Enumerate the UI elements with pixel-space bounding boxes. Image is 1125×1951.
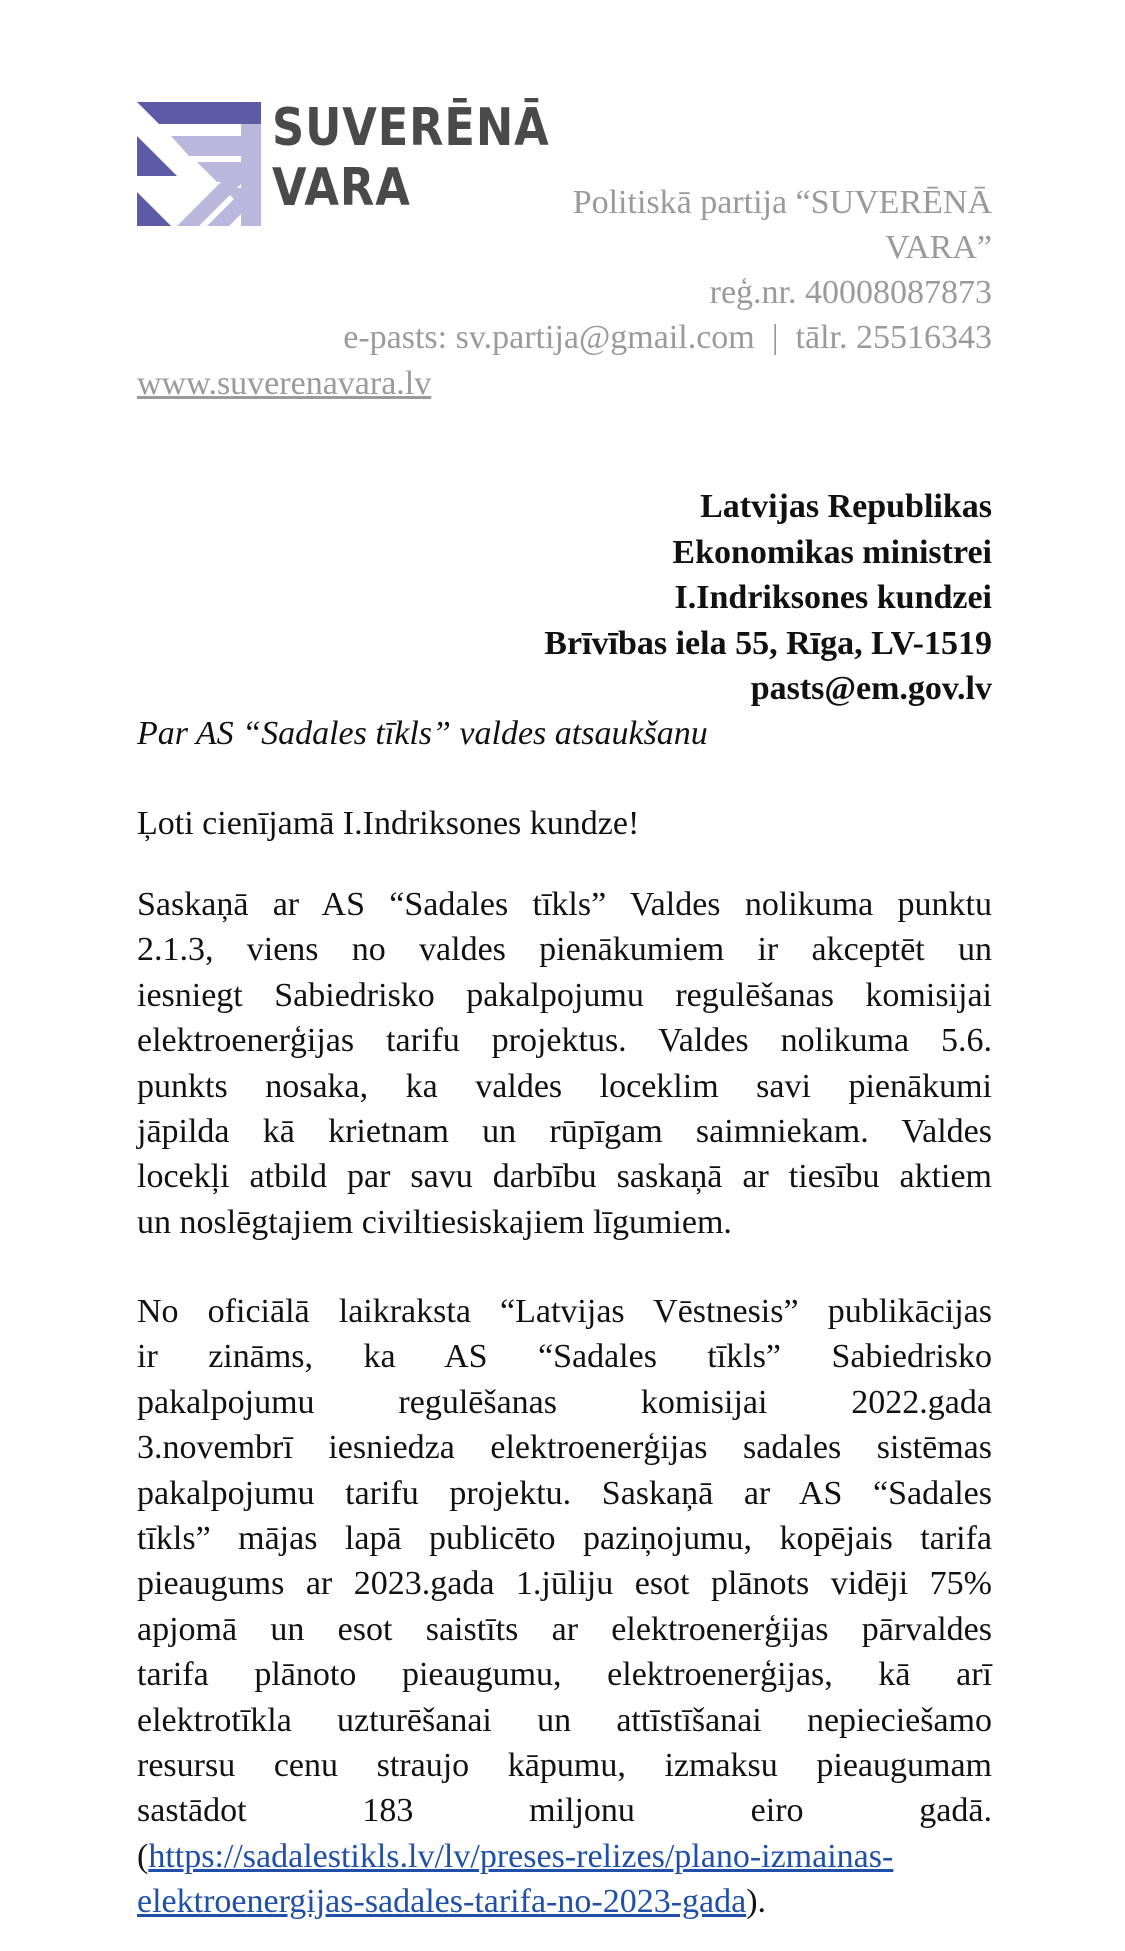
paragraph-2 xyxy=(137,1289,992,1924)
paragraph-line: 3.novembrī iesniedza elektroenerģijas sadales sistēmas xyxy=(137,1429,992,1467)
paragraph-line: resursu cenu straujo kāpumu, izmaksu pieaugumam xyxy=(137,1746,992,1784)
party-name-line-2: VARA” xyxy=(884,229,992,266)
addressee-email: pasts@em.gov.lv xyxy=(750,670,992,707)
link-line-1 xyxy=(137,1834,992,1879)
link-line-2 xyxy=(137,1879,992,1924)
paragraph-line: locekļi atbild par savu darbību saskaņā ar tiesību aktiem xyxy=(137,1158,992,1196)
paragraph-line: ir zināms, ka AS “Sadales tīkls” Sabiedrisko xyxy=(137,1338,992,1376)
logo-line-2: VARA xyxy=(272,158,411,218)
paragraph-line: sastādot 183 miljonu eiro gadā. xyxy=(137,1792,992,1830)
party-logo-icon xyxy=(137,102,261,226)
paragraph-line: pakalpojumu tarifu projektu. Saskaņā ar AS “Sadales xyxy=(137,1474,992,1512)
paragraph-line: No oficiālā laikraksta “Latvijas Vēstnesis” publikācijas xyxy=(137,1293,992,1330)
addressee-line-2: Ekonomikas ministrei xyxy=(672,533,992,571)
link-open-paren: ( xyxy=(137,1837,149,1875)
party-contacts: e-pasts: sv.partija@gmail.com | tālr. 25516343 xyxy=(343,319,992,356)
addressee-line-3: I.Indriksones kundzei xyxy=(674,579,992,616)
paragraph-1 xyxy=(137,882,992,1245)
paragraph-line: pakalpojumu regulēšanas komisijai 2022.gada xyxy=(137,1383,992,1421)
addressee-line-1: Latvijas Republikas xyxy=(700,488,992,525)
source-link-part-1[interactable]: https://sadalestikls.lv/lv/preses-relizes/plano-izmainas- xyxy=(148,1837,894,1875)
letter-salutation: Ļoti cienījamā I.Indriksones kundze! xyxy=(137,805,640,842)
link-close-paren: ). xyxy=(746,1883,767,1921)
paragraph-line: un noslēgtajiem civiltiesiskajiem līgumiem. xyxy=(137,1203,732,1241)
registration-number: reģ.nr. 40008087873 xyxy=(709,274,992,311)
paragraph-line: punkts nosaka, ka valdes loceklim savi pienākumi xyxy=(137,1067,992,1105)
letter-subject: Par AS “Sadales tīkls” valdes atsaukšanu xyxy=(137,715,708,752)
paragraph-line: iesniegt Sabiedrisko pakalpojumu regulēšanas komisijai xyxy=(137,976,992,1014)
paragraph-line: tarifa plānoto pieaugumu, elektroenerģijas, kā arī xyxy=(137,1656,992,1694)
source-link-part-2[interactable]: elektroenergijas-sadales-tarifa-no-2023-gada xyxy=(137,1883,747,1921)
addressee-line-4: Brīvības iela 55, Rīga, LV-1519 xyxy=(544,624,992,662)
party-website-link[interactable]: www.suverenavara.lv xyxy=(137,365,432,402)
party-name-line-1: Politiskā partija “SUVERĒNĀ xyxy=(572,184,992,221)
addressee-block xyxy=(192,484,992,712)
paragraph-line: jāpilda kā krietnam un rūpīgam saimniekam. Valdes xyxy=(137,1112,992,1150)
paragraph-line: tīkls” mājas lapā publicēto paziņojumu, kopējais tarifa xyxy=(137,1519,992,1557)
paragraph-line: Saskaņā ar AS “Sadales tīkls” Valdes nolikuma punktu xyxy=(137,886,992,923)
paragraph-line: pieaugums ar 2023.gada 1.jūliju esot plānots vidēji 75% xyxy=(137,1565,992,1603)
paragraph-line: 2.1.3, viens no valdes pienākumiem ir akceptēt un xyxy=(137,931,992,969)
paragraph-line: elektroenerģijas tarifu projektus. Valdes nolikuma 5.6. xyxy=(137,1022,992,1060)
paragraph-line: apjomā un esot saistīts ar elektroenerģijas pārvaldes xyxy=(137,1610,992,1648)
paragraph-line: elektrotīkla uzturēšanai un attīstīšanai nepieciešamo xyxy=(137,1701,992,1739)
party-info xyxy=(432,180,992,315)
logo-line-1: SUVERĒNĀ xyxy=(272,98,550,158)
